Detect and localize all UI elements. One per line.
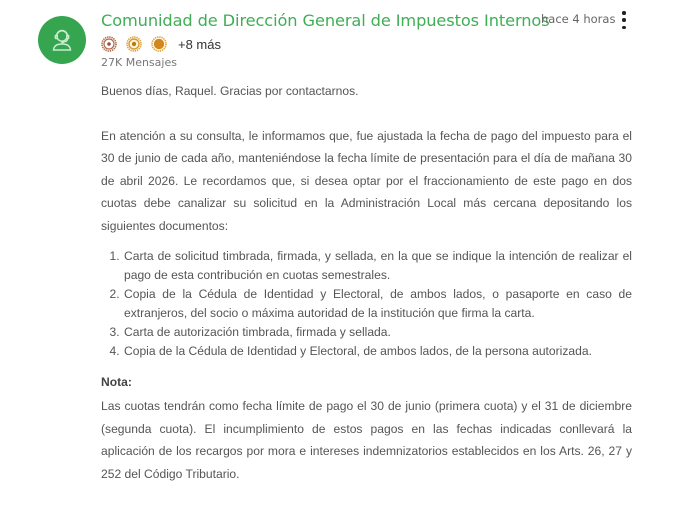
messages-count: 27K Mensajes <box>101 56 177 69</box>
avatar[interactable] <box>38 16 86 64</box>
list-item: 4. Copia de la Cédula de Identidad y Electoral, de ambos lados, de la persona autorizada. <box>123 342 632 361</box>
more-badges-link[interactable]: +8 más <box>178 36 221 52</box>
documents-list <box>101 247 632 361</box>
list-item: 2. Copia de la Cédula de Identidad y Electoral, de ambos lados, o pasaporte en caso de extranjeros, del socio o máxima autoridad de la institución que firma la carta. <box>123 285 632 323</box>
note-text: Las cuotas tendrán como fecha límite de pago el 30 de junio (primera cuota) y el 31 de diciembre (segunda cuota). El incumplimiento de estos pagos en las fechas indicadas conllevará la aplicación de los recargos por mora e intereses indemnizatorios establecidos en los Arts. 26, 27 y 252 del Código Tributario. <box>101 399 632 481</box>
timestamp: hace 4 horas <box>541 12 616 26</box>
support-agent-icon <box>49 27 75 53</box>
greeting: Buenos días, Raquel. Gracias por contactarnos. <box>101 84 359 98</box>
list-item: 3. Carta de autorización timbrada, firmada y sellada. <box>123 323 632 342</box>
badge-gold-solid-icon[interactable] <box>151 36 167 52</box>
author-name[interactable]: Comunidad de Dirección General de Impuestos Internos <box>101 11 550 30</box>
note-label: Nota: <box>101 375 132 389</box>
more-vertical-icon-dot <box>622 18 626 22</box>
badge-gold-ring-icon[interactable] <box>126 36 142 52</box>
badge-row <box>101 36 221 52</box>
post-body <box>101 80 632 485</box>
more-vertical-icon <box>622 11 626 15</box>
more-vertical-icon-dot <box>622 26 626 30</box>
main-paragraph: En atención a su consulta, le informamos que, fue ajustada la fecha de pago del impuesto para el 30 de junio de cada año, manteniéndose la fecha límite de presentación para el día de mañana 30 de abril 2026. Le recordamos que, si desea optar por el fraccionamiento de este pago en dos cuotas debe canalizar su solicitud en la Administración Local más cercana depositando los siguientes documentos: <box>101 128 632 233</box>
badge-bronze-outline-icon[interactable] <box>101 36 117 52</box>
more-options-button[interactable] <box>619 10 629 30</box>
list-item: 1. Carta de solicitud timbrada, firmada, y sellada, en la que se indique la intención de realizar el pago de esta contribución en cuotas semestrales. <box>123 247 632 285</box>
